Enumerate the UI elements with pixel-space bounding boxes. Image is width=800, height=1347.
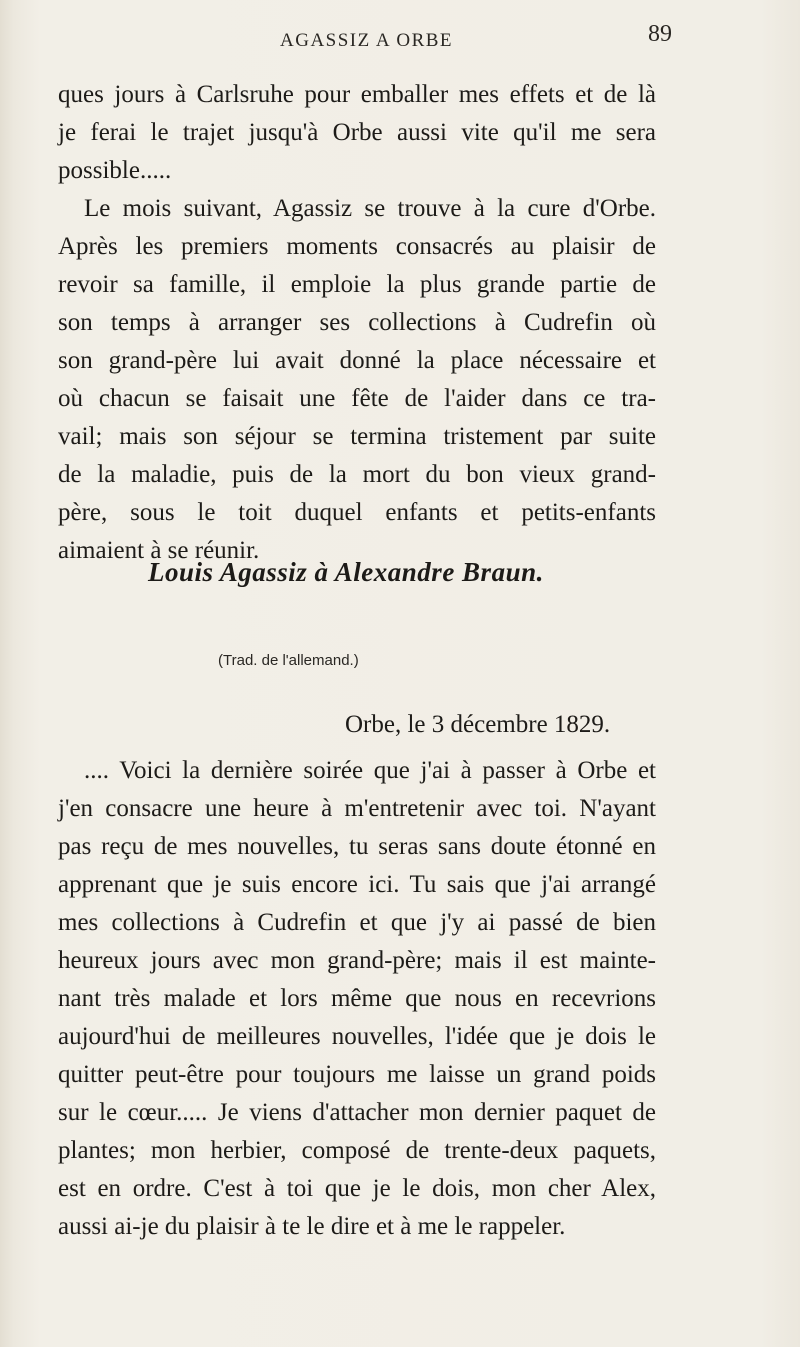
page-number: 89 xyxy=(648,21,672,47)
text-line: de la maladie, puis de la mort du bon vieux grand- xyxy=(58,461,656,488)
text-line: j'en consacre une heure à m'entretenir avec toi. N'ayant xyxy=(58,795,656,822)
text-line: revoir sa famille, il emploie la plus grande partie de xyxy=(58,271,656,298)
text-line: pas reçu de mes nouvelles, tu seras sans doute étonné en xyxy=(58,833,656,860)
text-line: heureux jours avec mon grand-père; mais il est mainte- xyxy=(58,947,656,974)
text-line: je ferai le trajet jusqu'à Orbe aussi vite qu'il me sera xyxy=(58,119,656,146)
running-title: AGASSIZ A ORBE xyxy=(280,30,454,51)
text-line: ques jours à Carlsruhe pour emballer mes effets et de là xyxy=(58,81,656,108)
paragraph-letter-body xyxy=(58,752,656,1246)
text-line: où chacun se faisait une fête de l'aider dans ce tra- xyxy=(58,385,656,412)
text-line: Après les premiers moments consacrés au plaisir de xyxy=(58,233,656,260)
text-line: aimaient à se réunir. xyxy=(58,537,260,564)
text-line: mes collections à Cudrefin et que j'y ai passé de bien xyxy=(58,909,656,936)
text-line: plantes; mon herbier, composé de trente-deux paquets, xyxy=(58,1137,656,1164)
text-line: aujourd'hui de meilleures nouvelles, l'idée que je dois le xyxy=(58,1023,656,1050)
translation-note: (Trad. de l'allemand.) xyxy=(218,652,359,669)
text-line: nant très malade et lors même que nous en recevrions xyxy=(58,985,656,1012)
text-line: père, sous le toit duquel enfants et petits-enfants xyxy=(58,499,656,526)
paragraph-continued xyxy=(58,76,656,190)
letter-date-line: Orbe, le 3 décembre 1829. xyxy=(345,711,611,738)
text-line: Le mois suivant, Agassiz se trouve à la cure d'Orbe. xyxy=(84,195,656,222)
text-line: son grand-père lui avait donné la place nécessaire et xyxy=(58,347,656,374)
text-line: est en ordre. C'est à toi que je le dois, mon cher Alex, xyxy=(58,1175,656,1202)
text-line: son temps à arranger ses collections à Cudrefin où xyxy=(58,309,656,336)
paragraph-narrative xyxy=(58,190,656,570)
text-line: possible..... xyxy=(58,157,172,184)
letter-heading: Louis Agassiz à Alexandre Braun. xyxy=(148,557,544,587)
text-line: quitter peut-être pour toujours me laisse un grand poids xyxy=(58,1061,656,1088)
text-line: apprenant que je suis encore ici. Tu sais que j'ai arrangé xyxy=(58,871,656,898)
text-line: aussi ai-je du plaisir à te le dire et à me le rappeler. xyxy=(58,1213,566,1240)
text-line: vail; mais son séjour se termina tristement par suite xyxy=(58,423,656,450)
text-line: sur le cœur..... Je viens d'attacher mon dernier paquet de xyxy=(58,1099,656,1126)
text-line: .... Voici la dernière soirée que j'ai à passer à Orbe et xyxy=(84,757,656,784)
